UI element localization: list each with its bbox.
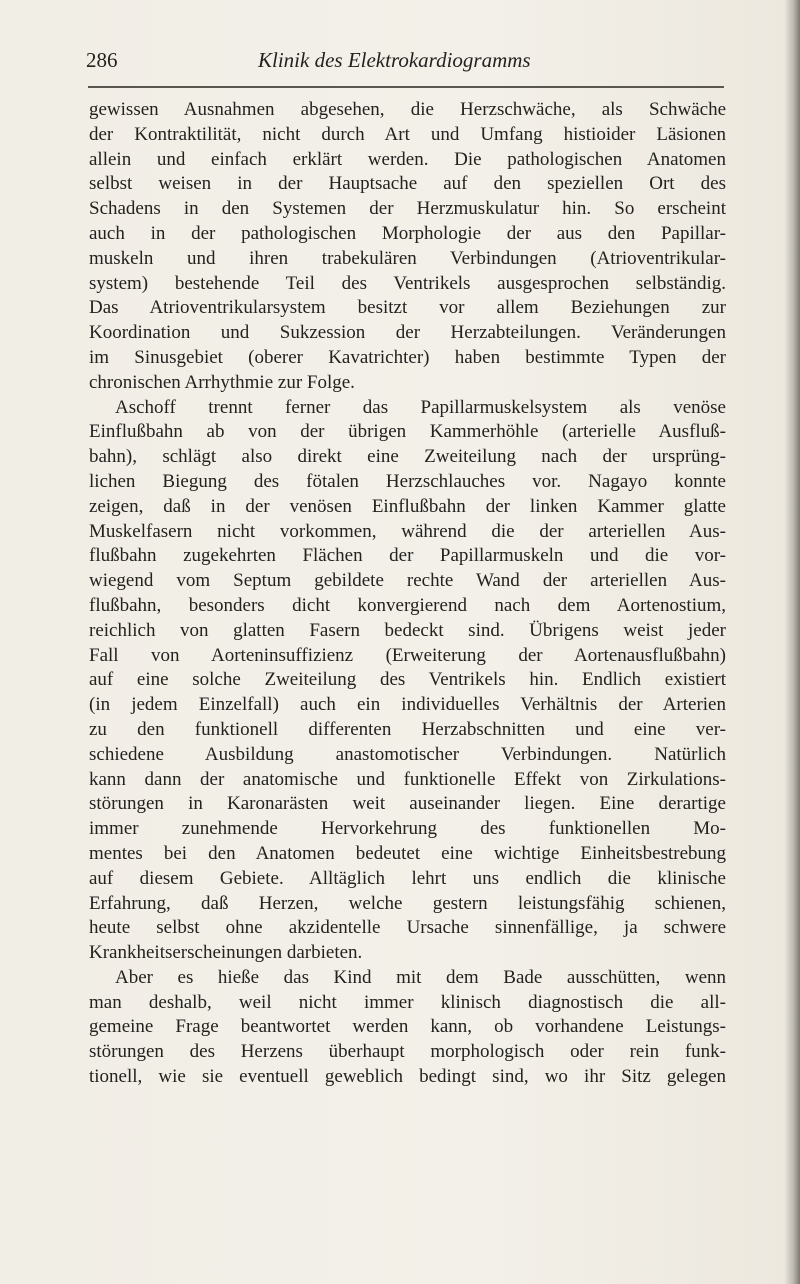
text-line: Fall von Aorteninsuffizienz (Erweiterung der Aortenausflußbahn) bbox=[89, 644, 726, 666]
header-rule bbox=[88, 86, 724, 88]
text-line: störungen in Karonarästen weit auseinander liegen. Eine derartige bbox=[89, 793, 726, 815]
text-line: Krankheitserscheinungen darbieten. bbox=[89, 942, 363, 964]
text-line: im Sinusgebiet (oberer Kavatrichter) haben bestimmte Typen der bbox=[89, 346, 726, 368]
text-line: Das Atrioventrikularsystem besitzt vor allem Beziehungen zur bbox=[89, 297, 726, 319]
text-line: reichlich von glatten Fasern bedeckt sind. Übrigens weist jeder bbox=[89, 619, 726, 641]
text-line: gewissen Ausnahmen abgesehen, die Herzschwäche, als Schwäche bbox=[89, 99, 726, 120]
text-line: mentes bei den Anatomen bedeutet eine wichtige Einheitsbestrebung bbox=[89, 842, 726, 864]
text-line: der Kontraktilität, nicht durch Art und Umfang histioider Läsionen bbox=[89, 123, 726, 145]
text-line: Einflußbahn ab von der übrigen Kammerhöhle (arterielle Ausfluß- bbox=[89, 421, 726, 443]
text-line: Muskelfasern nicht vorkommen, während die der arteriellen Aus- bbox=[89, 520, 726, 542]
text-line: gemeine Frage beantwortet werden kann, ob vorhandene Leistungs- bbox=[89, 1016, 726, 1038]
text-line: Schadens in den Systemen der Herzmuskulatur hin. So erscheint bbox=[89, 198, 726, 220]
text-line: schiedene Ausbildung anastomotischer Verbindungen. Natürlich bbox=[89, 743, 726, 765]
text-line: immer zunehmende Hervorkehrung des funktionellen Mo- bbox=[89, 818, 726, 840]
text-line: lichen Biegung des fötalen Herzschlauches vor. Nagayo konnte bbox=[89, 470, 726, 492]
text-line: kann dann der anatomische und funktionelle Effekt von Zirkulations- bbox=[89, 768, 726, 790]
text-line: chronischen Arrhythmie zur Folge. bbox=[89, 371, 355, 393]
text-line: zu den funktionell differenten Herzabschnitten und eine ver- bbox=[89, 718, 726, 740]
running-title: Klinik des Elektrokardiogramms bbox=[258, 48, 531, 72]
page-number: 286 bbox=[86, 48, 118, 72]
text-line: bahn), schlägt also direkt eine Zweiteilung nach der ursprüng- bbox=[89, 446, 726, 468]
text-line: Aber es hieße das Kind mit dem Bade ausschütten, wenn bbox=[115, 966, 726, 988]
text-line: Aschoff trennt ferner das Papillarmuskelsystem als venöse bbox=[115, 396, 726, 418]
text-line: störungen des Herzens überhaupt morphologisch oder rein funk- bbox=[89, 1041, 726, 1063]
text-line: wiegend vom Septum gebildete rechte Wand der arteriellen Aus- bbox=[89, 570, 726, 592]
text-line: zeigen, daß in der venösen Einflußbahn der linken Kammer glatte bbox=[89, 495, 726, 517]
text-line: Koordination und Sukzession der Herzabteilungen. Veränderungen bbox=[89, 322, 726, 344]
text-line: (in jedem Einzelfall) auch ein individuelles Verhältnis der Arterien bbox=[89, 694, 726, 716]
text-line: auf diesem Gebiete. Alltäglich lehrt uns endlich die klinische bbox=[89, 867, 726, 889]
text-line: system) bestehende Teil des Ventrikels ausgesprochen selbständig. bbox=[89, 272, 726, 294]
body-text bbox=[89, 98, 726, 1090]
text-line: tionell, wie sie eventuell geweblich bedingt sind, wo ihr Sitz gelegen bbox=[89, 1066, 726, 1088]
text-line: allein und einfach erklärt werden. Die pathologischen Anatomen bbox=[89, 148, 726, 170]
text-line: heute selbst ohne akzidentelle Ursache sinnenfällige, ja schwere bbox=[89, 917, 726, 939]
text-line: auf eine solche Zweiteilung des Ventrikels hin. Endlich existiert bbox=[89, 669, 726, 691]
text-line: selbst weisen in der Hauptsache auf den speziellen Ort des bbox=[89, 173, 726, 195]
text-line: man deshalb, weil nicht immer klinisch diagnostisch die all- bbox=[89, 991, 726, 1013]
text-line: flußbahn zugekehrten Flächen der Papillarmuskeln und die vor- bbox=[89, 545, 726, 567]
text-line: auch in der pathologischen Morphologie der aus den Papillar- bbox=[89, 222, 726, 244]
text-line: muskeln und ihren trabekulären Verbindungen (Atrioventrikular- bbox=[89, 247, 726, 269]
page-edge-shadow bbox=[784, 0, 800, 1284]
text-line: Erfahrung, daß Herzen, welche gestern leistungsfähig schienen, bbox=[89, 892, 726, 914]
page-header bbox=[86, 48, 726, 78]
text-line: flußbahn, besonders dicht konvergierend nach dem Aortenostium, bbox=[89, 594, 726, 616]
